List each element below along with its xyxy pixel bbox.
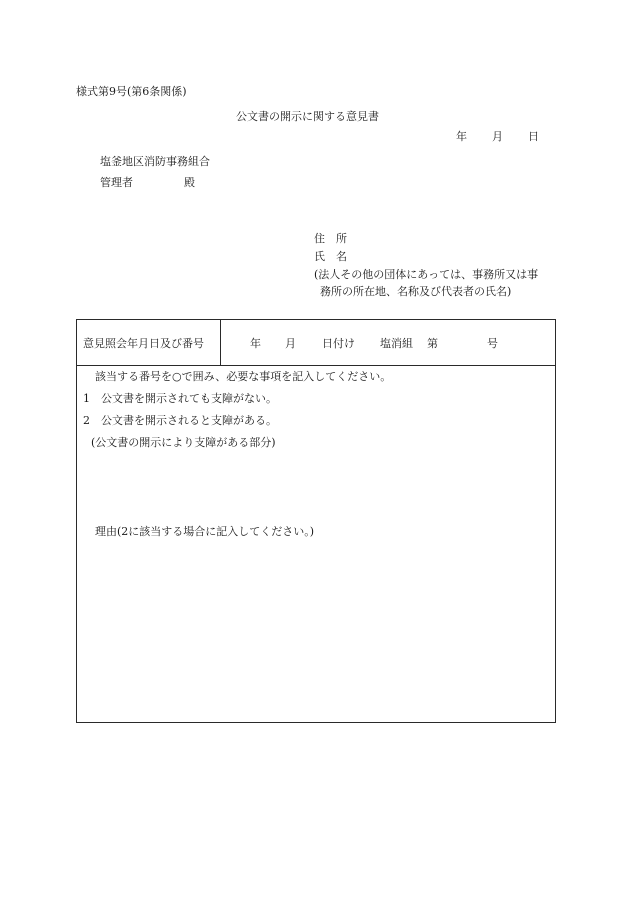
address-label: 住 所 (314, 232, 347, 245)
inquiry-go-label: 号 (487, 337, 498, 350)
date-year-label: 年 (456, 130, 467, 143)
form-number: 様式第9号(第6条関係) (76, 85, 187, 98)
opinion-form-box (76, 319, 556, 723)
inquiry-header-label: 意見照会年月日及び番号 (83, 337, 204, 350)
instruction-text: 該当する番号を○で囲み、必要な事項を記入してください。 (95, 370, 392, 383)
respondent-name-label: 氏 名 (314, 250, 347, 263)
addressee-honorific: 殿 (184, 176, 195, 189)
corporate-note-line2: 務所の所在地、名称及び代表者の氏名) (320, 285, 512, 298)
option-2-detail: (公文書の開示により支障がある部分) (91, 436, 276, 449)
inquiry-dai-label: 第 (427, 337, 438, 350)
option-2: 2 公文書を開示されると支障がある。 (83, 414, 277, 427)
corporate-note-line1: (法人その他の団体にあっては、事務所又は事 (314, 268, 539, 281)
inquiry-month-label: 月 (285, 337, 296, 350)
inquiry-org-label: 塩消組 (380, 337, 413, 350)
addressee-name-label: 管理者 (100, 176, 133, 189)
option-1: 1 公文書を開示されても支障がない。 (83, 392, 277, 405)
date-month-label: 月 (492, 130, 503, 143)
inquiry-year-label: 年 (250, 337, 261, 350)
reason-label: 理由(2に該当する場合に記入してください。) (95, 525, 315, 538)
inquiry-reference-row (77, 320, 555, 366)
date-day-label: 日 (528, 130, 539, 143)
addressee-org: 塩釜地区消防事務組合 (100, 155, 210, 168)
header-divider (220, 320, 221, 366)
inquiry-date-label: 日付け (322, 337, 355, 350)
document-title: 公文書の開示に関する意見書 (236, 110, 379, 123)
